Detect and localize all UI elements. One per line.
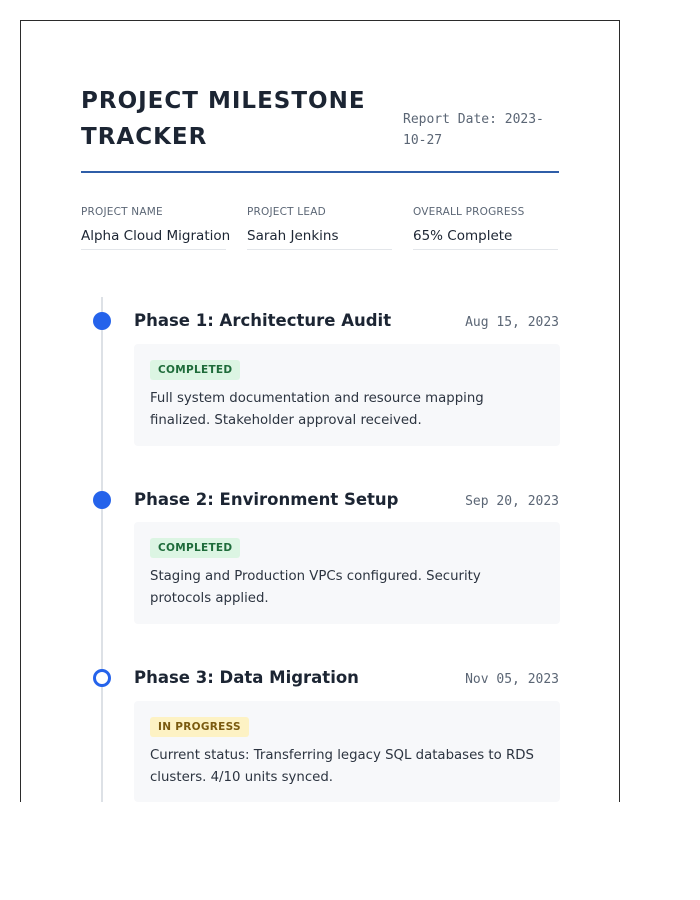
- project-name-field: [81, 205, 231, 250]
- overall-progress-label: OVERALL PROGRESS: [413, 206, 525, 218]
- project-lead-field: [247, 205, 392, 250]
- phase-3-title: Phase 3: Data Migration: [134, 668, 359, 687]
- phase-2-description: Staging and Production VPCs configured. Security protocols applied.: [150, 569, 481, 606]
- phase-1-card: [134, 344, 560, 446]
- overall-progress-value: 65% Complete: [413, 228, 513, 244]
- phase-3-card: [134, 701, 560, 802]
- phase-2-date: Sep 20, 2023: [465, 494, 559, 509]
- overall-progress-field: [413, 205, 558, 250]
- phase-1-title: Phase 1: Architecture Audit: [134, 311, 392, 330]
- phase-1-status-badge: COMPLETED: [150, 360, 240, 380]
- page-title: PROJECT MILESTONE TRACKER: [81, 88, 366, 150]
- in-progress-milestone-icon: [93, 669, 111, 687]
- completed-milestone-icon: [93, 491, 111, 509]
- project-lead-value: Sarah Jenkins: [247, 228, 339, 244]
- milestone-report-page: [20, 20, 620, 802]
- report-header: [81, 83, 559, 173]
- phase-1-date: Aug 15, 2023: [465, 315, 559, 330]
- phase-2-status-badge: COMPLETED: [150, 538, 240, 558]
- phase-3-status-badge: IN PROGRESS: [150, 717, 249, 737]
- phase-1-description: Full system documentation and resource mapping finalized. Stakeholder approval received.: [150, 391, 484, 428]
- phase-3-description: Current status: Transferring legacy SQL databases to RDS clusters. 4/10 units synced.: [150, 748, 534, 785]
- project-lead-label: PROJECT LEAD: [247, 206, 326, 218]
- phase-2-card: [134, 522, 560, 624]
- report-date: Report Date: 2023-10-27: [403, 112, 544, 148]
- timeline-line: [101, 297, 103, 802]
- phase-3-date: Nov 05, 2023: [465, 672, 559, 687]
- completed-milestone-icon: [93, 312, 111, 330]
- project-name-value: Alpha Cloud Migration: [81, 228, 231, 244]
- phase-2-title: Phase 2: Environment Setup: [134, 490, 399, 509]
- project-name-label: PROJECT NAME: [81, 206, 163, 218]
